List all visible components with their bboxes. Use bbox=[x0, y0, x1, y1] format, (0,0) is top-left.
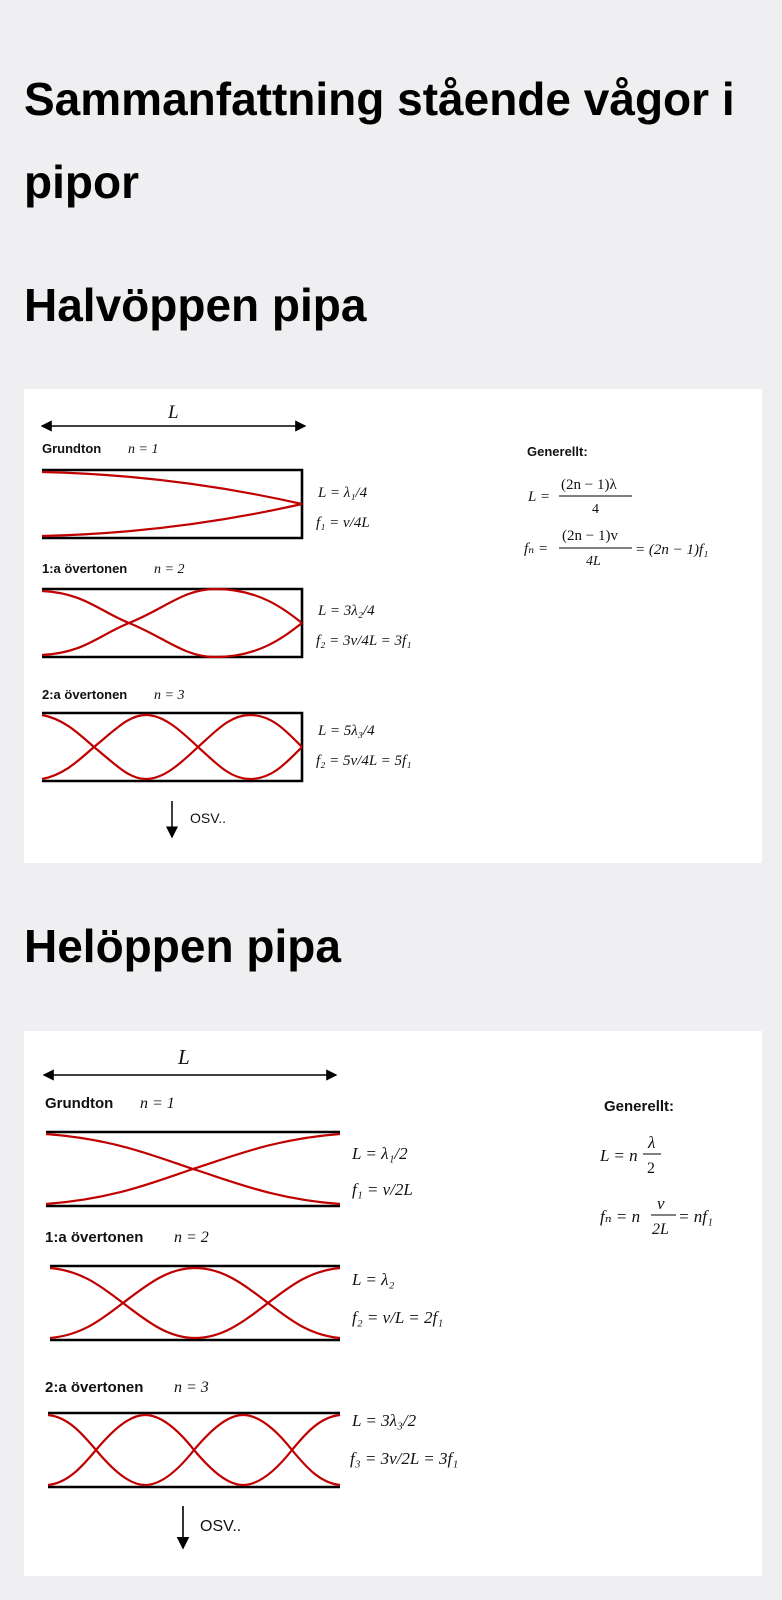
mode-3-eq1: L = 5λ₃/4 bbox=[318, 723, 375, 739]
general-L-num: λ bbox=[648, 1133, 656, 1152]
mode-3-eq2: f₃ = 3v/2L = 3f₁ bbox=[350, 1449, 459, 1468]
mode-2-eq2: f₂ = 3v/4L = 3f₁ bbox=[316, 633, 412, 649]
mode-3-n: n = 3 bbox=[174, 1379, 209, 1396]
general-f-lhs: fₙ = bbox=[524, 541, 549, 557]
mode-1-name: Grundton bbox=[42, 441, 102, 456]
mode-2-n: n = 2 bbox=[174, 1229, 209, 1246]
mode-1-eq2: f₁ = v/4L bbox=[316, 515, 370, 531]
length-label: L bbox=[168, 402, 179, 423]
osv-label: OSV.. bbox=[200, 1518, 242, 1535]
mode-1-eq1: L = λ₁/2 bbox=[352, 1144, 408, 1163]
general-f-num: (2n − 1)v bbox=[562, 528, 618, 544]
mode-1-n: n = 1 bbox=[128, 442, 159, 457]
mode-3-eq2: f₂ = 5v/4L = 5f₁ bbox=[316, 753, 412, 769]
general-f-den: 4L bbox=[586, 554, 601, 569]
mode-2-eq1: L = 3λ₂/4 bbox=[318, 603, 375, 619]
wave-2b bbox=[50, 1268, 340, 1338]
pipe-1 bbox=[42, 470, 302, 538]
general-label: Generellt: bbox=[527, 444, 588, 459]
general-f-lhs: fₙ = n bbox=[600, 1207, 641, 1226]
mode-3-name: 2:a övertonen bbox=[45, 1379, 144, 1396]
mode-1-name: Grundton bbox=[45, 1095, 114, 1112]
pipe-3 bbox=[42, 713, 302, 781]
general-L-lhs: L = bbox=[528, 489, 550, 505]
open-diagram bbox=[24, 1031, 762, 1576]
half-open-pipe-figure bbox=[24, 389, 762, 863]
general-label: Generellt: bbox=[604, 1098, 675, 1115]
general-L-den: 4 bbox=[592, 502, 599, 517]
mode-2-eq1: L = λ₂ bbox=[352, 1270, 395, 1289]
mode-1-eq1: L = λ₁/4 bbox=[318, 485, 368, 501]
general-L-den: 2 bbox=[647, 1160, 655, 1177]
mode-2-name: 1:a övertonen bbox=[45, 1229, 144, 1246]
wave-3b bbox=[48, 1415, 340, 1485]
section-heading-open: Helöppen pipa bbox=[24, 920, 341, 972]
mode-3-eq1: L = 3λ₃/2 bbox=[352, 1411, 417, 1430]
mode-1-n: n = 1 bbox=[140, 1095, 175, 1112]
mode-2-name: 1:a övertonen bbox=[42, 561, 128, 576]
general-L-num: (2n − 1)λ bbox=[561, 477, 617, 493]
mode-1-eq2: f₁ = v/2L bbox=[352, 1180, 413, 1199]
general-f-num: v bbox=[657, 1194, 665, 1213]
half-open-diagram bbox=[24, 389, 762, 863]
page-title: Sammanfattning stående vågor i pipor bbox=[24, 73, 735, 208]
mode-3-name: 2:a övertonen bbox=[42, 687, 128, 702]
general-L-lhs: L = n bbox=[600, 1146, 638, 1165]
open-pipe-figure bbox=[24, 1031, 762, 1576]
wave-1 bbox=[42, 472, 302, 536]
mode-3-n: n = 3 bbox=[154, 688, 185, 703]
general-f-rhs: = (2n − 1)f₁ bbox=[635, 542, 709, 558]
section-heading-half-open: Halvöppen pipa bbox=[24, 279, 367, 331]
general-f-den: 2L bbox=[652, 1221, 669, 1238]
wave-2a bbox=[50, 1268, 340, 1338]
general-f-rhs: = nf₁ bbox=[678, 1207, 713, 1226]
mode-2-eq2: f₂ = v/L = 2f₁ bbox=[352, 1308, 444, 1327]
mode-2-n: n = 2 bbox=[154, 562, 185, 577]
length-label: L bbox=[178, 1045, 190, 1069]
osv-label: OSV.. bbox=[190, 810, 227, 826]
wave-1b bbox=[46, 1134, 340, 1204]
